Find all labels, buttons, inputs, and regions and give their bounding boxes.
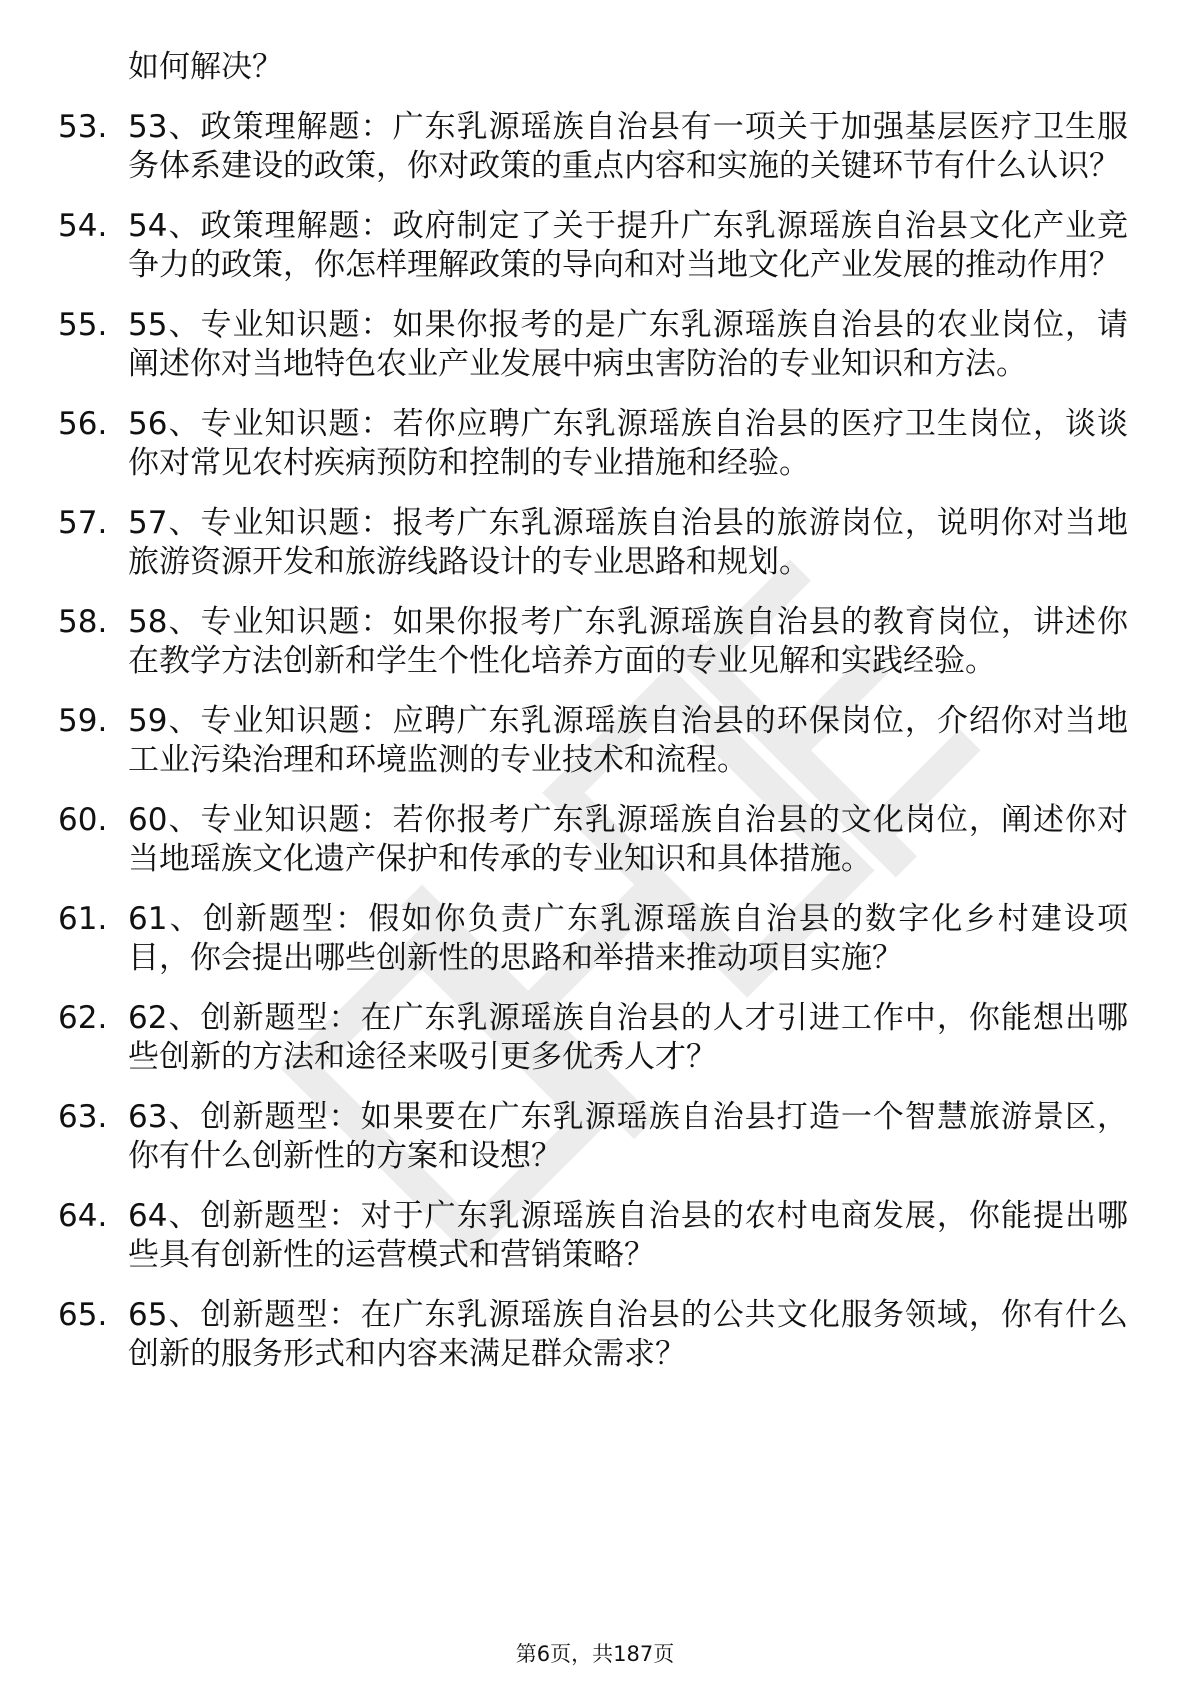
- question-list: [58, 108, 1128, 1374]
- question-item: [58, 900, 1128, 978]
- question-item: [58, 405, 1128, 483]
- question-text: 59、专业知识题：应聘广东乳源瑶族自治县的环保岗位，介绍你对当地工业污染治理和环境监测的专业技术和流程。: [128, 703, 1128, 778]
- question-number: 59.: [58, 703, 108, 739]
- question-item: [58, 207, 1128, 285]
- question-text: 57、专业知识题：报考广东乳源瑶族自治县的旅游岗位，说明你对当地旅游资源开发和旅游线路设计的专业思路和规划。: [128, 505, 1128, 580]
- question-item: [58, 702, 1128, 780]
- question-text: 54、政策理解题：政府制定了关于提升广东乳源瑶族自治县文化产业竞争力的政策，你怎样理解政策的导向和对当地文化产业发展的推动作用？: [128, 208, 1128, 283]
- question-text: 53、政策理解题：广东乳源瑶族自治县有一项关于加强基层医疗卫生服务体系建设的政策，你对政策的重点内容和实施的关键环节有什么认识？: [128, 109, 1128, 184]
- question-item: [58, 801, 1128, 879]
- question-item: [58, 999, 1128, 1077]
- question-number: 54.: [58, 208, 108, 244]
- question-number: 55.: [58, 307, 108, 343]
- question-item: [58, 108, 1128, 186]
- question-number: 57.: [58, 505, 108, 541]
- continued-text: 如何解决？: [128, 49, 283, 85]
- question-number: 65.: [58, 1297, 108, 1333]
- question-text: 62、创新题型：在广东乳源瑶族自治县的人才引进工作中，你能想出哪些创新的方法和途径来吸引更多优秀人才？: [128, 1000, 1128, 1075]
- question-text: 58、专业知识题：如果你报考广东乳源瑶族自治县的教育岗位，讲述你在教学方法创新和学生个性化培养方面的专业见解和实践经验。: [128, 604, 1128, 679]
- question-number: 60.: [58, 802, 108, 838]
- question-number: 63.: [58, 1099, 108, 1135]
- question-number: 61.: [58, 901, 108, 937]
- question-item: [58, 306, 1128, 384]
- question-item: [58, 1098, 1128, 1176]
- question-number: 56.: [58, 406, 108, 442]
- question-number: 62.: [58, 1000, 108, 1036]
- question-text: 60、专业知识题：若你报考广东乳源瑶族自治县的文化岗位，阐述你对当地瑶族文化遗产保护和传承的专业知识和具体措施。: [128, 802, 1128, 877]
- question-text: 64、创新题型：对于广东乳源瑶族自治县的农村电商发展，你能提出哪些具有创新性的运营模式和营销策略？: [128, 1198, 1128, 1273]
- question-number: 64.: [58, 1198, 108, 1234]
- question-item: [58, 1197, 1128, 1275]
- question-number: 53.: [58, 109, 108, 145]
- question-text: 55、专业知识题：如果你报考的是广东乳源瑶族自治县的农业岗位，请阐述你对当地特色农业产业发展中病虫害防治的专业知识和方法。: [128, 307, 1128, 382]
- page-number-label: 第6页，共187页: [515, 1642, 675, 1666]
- question-text: 61、创新题型：假如你负责广东乳源瑶族自治县的数字化乡村建设项目，你会提出哪些创新性的思路和举措来推动项目实施？: [128, 901, 1128, 976]
- question-item: [58, 1296, 1128, 1374]
- question-text: 56、专业知识题：若你应聘广东乳源瑶族自治县的医疗卫生岗位，谈谈你对常见农村疾病预防和控制的专业措施和经验。: [128, 406, 1128, 481]
- question-text: 65、创新题型：在广东乳源瑶族自治县的公共文化服务领域，你有什么创新的服务形式和内容来满足群众需求？: [128, 1297, 1128, 1372]
- question-content: [58, 48, 1128, 1395]
- page-footer: [0, 1640, 1190, 1668]
- question-number: 58.: [58, 604, 108, 640]
- question-text: 63、创新题型：如果要在广东乳源瑶族自治县打造一个智慧旅游景区，你有什么创新性的方案和设想？: [128, 1099, 1128, 1174]
- question-item: [58, 504, 1128, 582]
- question-item: [58, 603, 1128, 681]
